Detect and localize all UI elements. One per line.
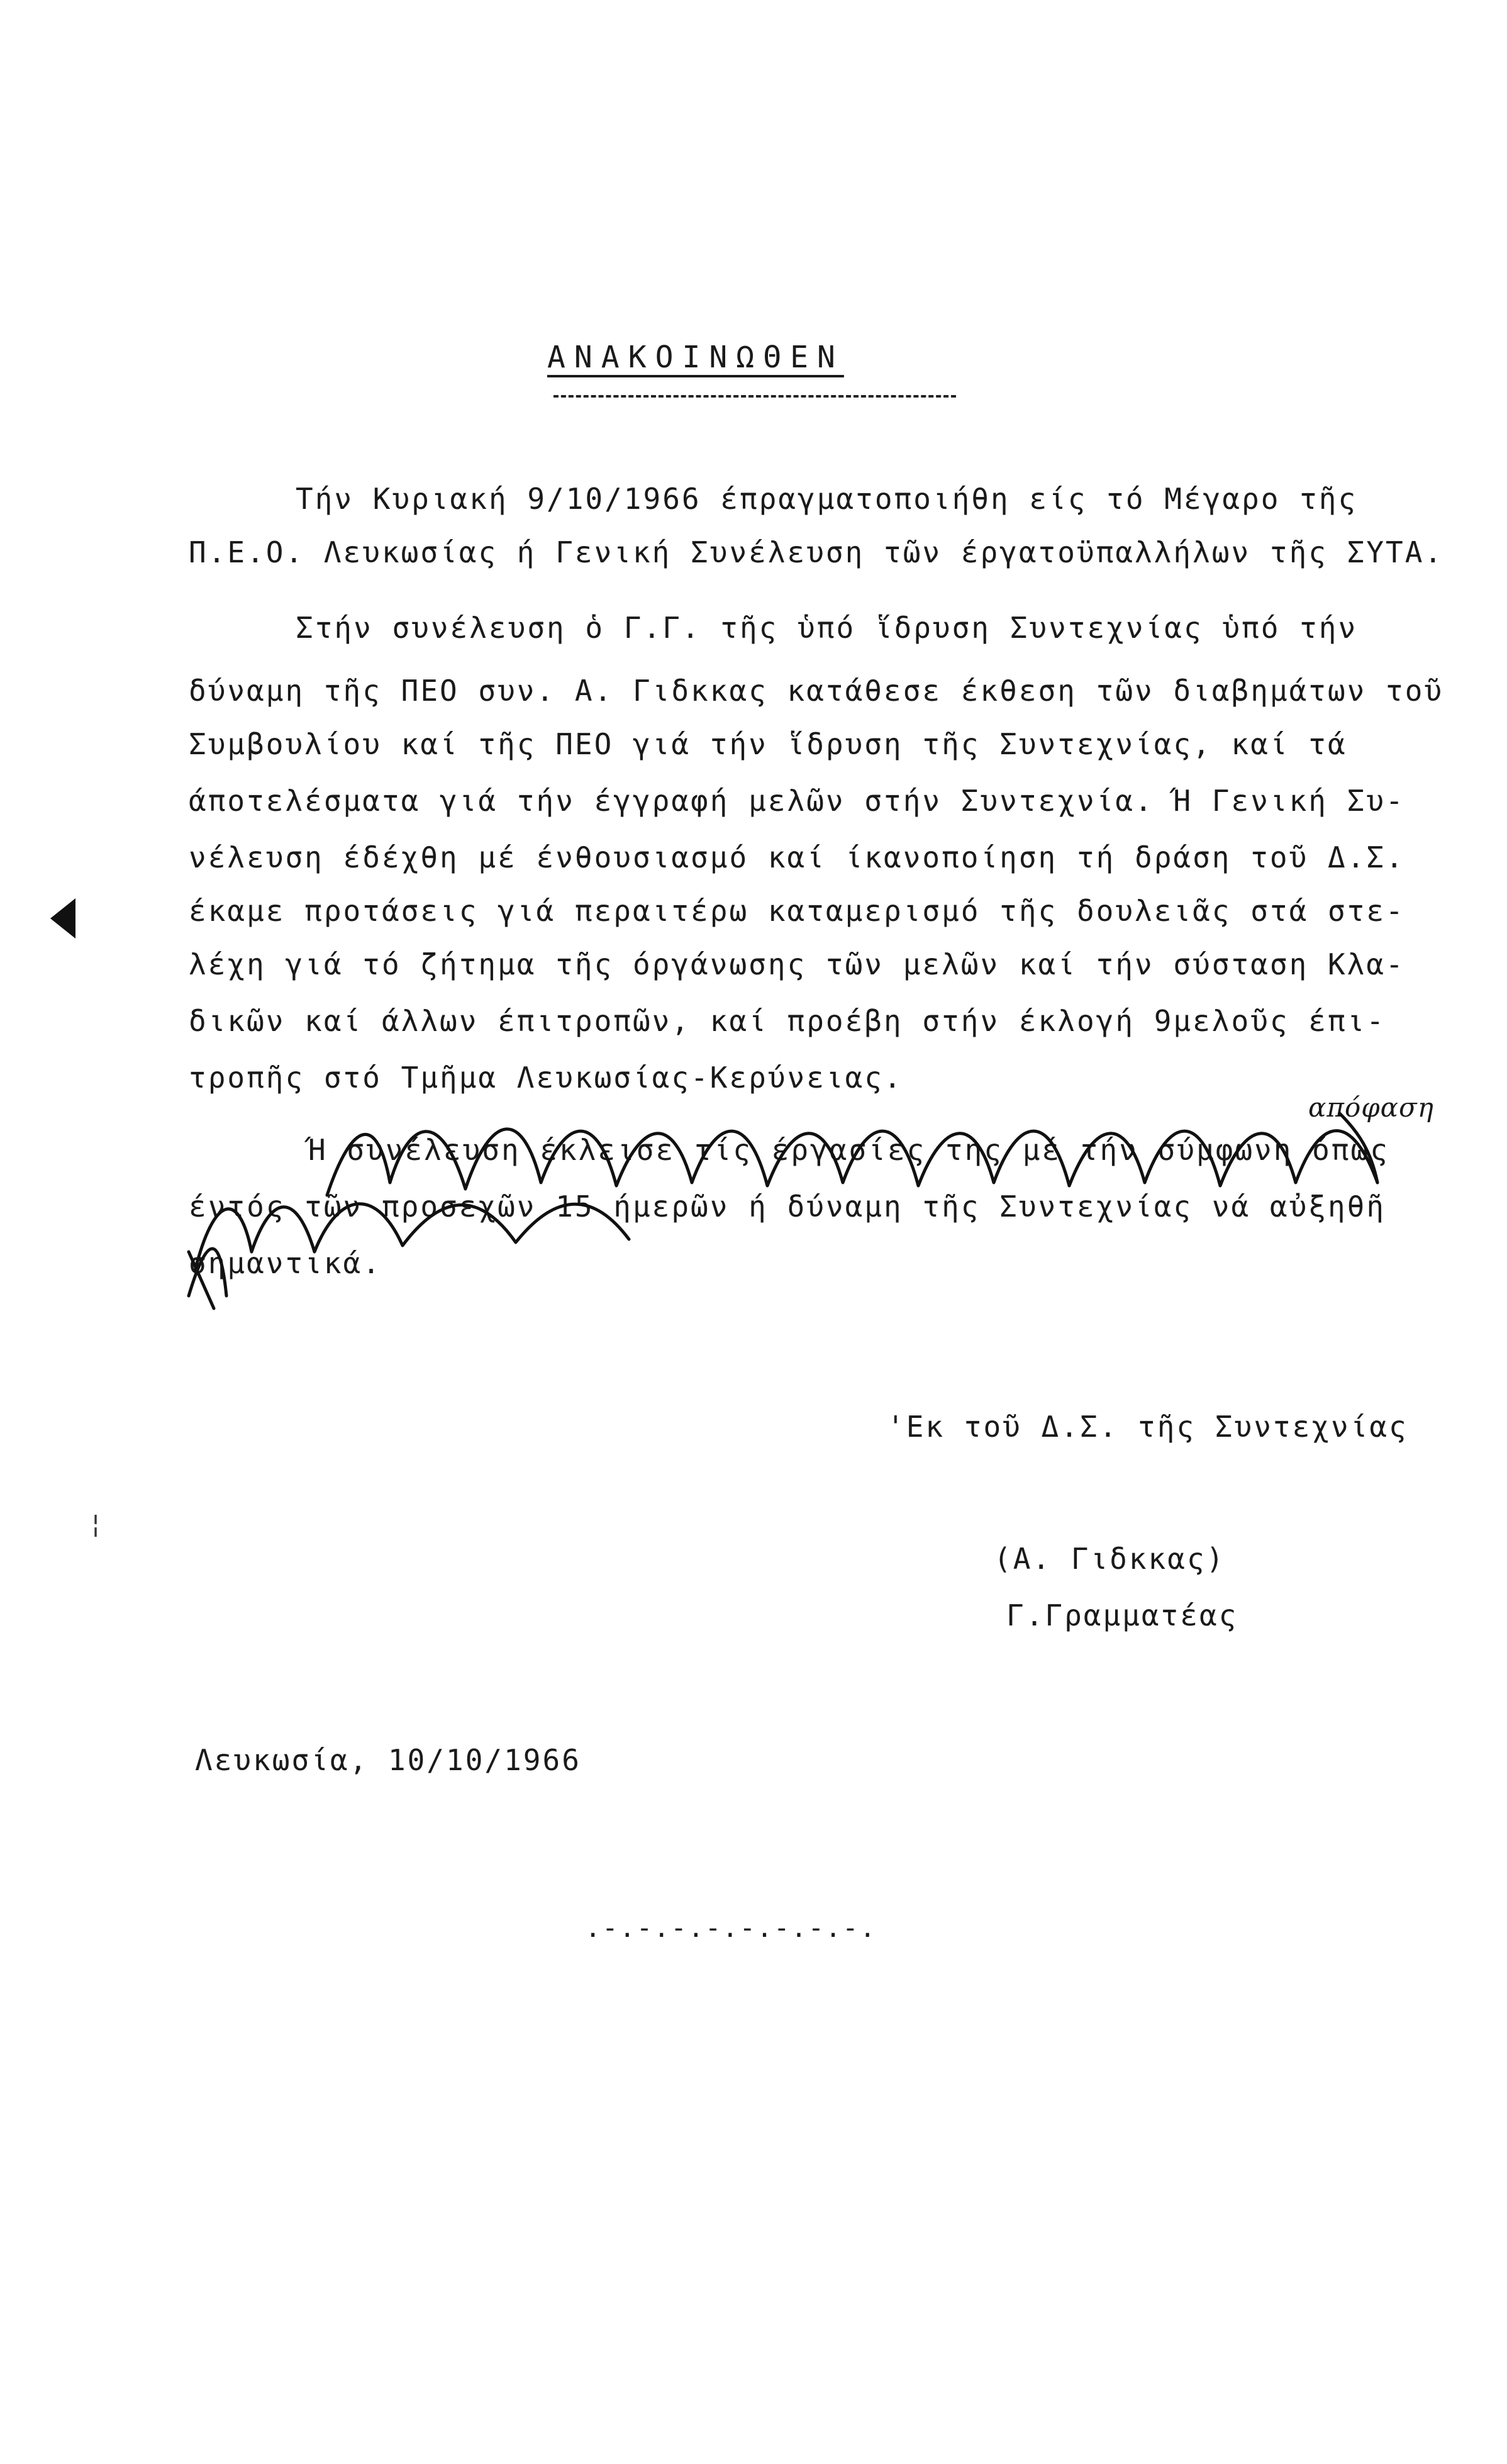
signatory-role: Γ.Γραμματέας bbox=[1006, 1598, 1238, 1632]
document-title: ΑΝΑΚΟΙΝΩΘΕΝ bbox=[547, 340, 844, 375]
paragraph2-line-1: Στήν συνέλευση ὁ Γ.Γ. τῆς ὑπό ἵδρυση Συντεχνίας ὑπό τήν bbox=[296, 611, 1358, 645]
signature-from-line: 'Εκ τοῦ Δ.Σ. τῆς Συντεχνίας bbox=[887, 1410, 1408, 1444]
handwritten-insert: απόφαση bbox=[1308, 1092, 1434, 1123]
paragraph3-line-1: Ή συνέλευση έκλεισε τίς έργασίες της μέ τήν σύμφωνη όπως bbox=[308, 1133, 1389, 1167]
paragraph2-line-4: άποτελέσματα γιά τήν έγγραφή μελῶν στήν Συντεχνία. Ή Γενική Συ- bbox=[189, 784, 1405, 818]
left-arrow-mark bbox=[50, 898, 75, 939]
paragraph2-line-5: νέλευση έδέχθη μέ ένθουσιασμό καί ίκανοποίηση τή δράση τοῦ Δ.Σ. bbox=[189, 840, 1405, 874]
paragraph2-line-8: δικῶν καί άλλων έπιτροπῶν, καί προέβη στήν έκλογή 9μελοῦς έπι- bbox=[189, 1004, 1386, 1038]
paragraph2-line-2: δύναμη τῆς ΠΕΟ συν. Α. Γιδκκας κατάθεσε έκθεση τῶν διαβημάτων τοῦ bbox=[189, 674, 1444, 708]
paragraph2-line-3: Συμβουλίου καί τῆς ΠΕΟ γιά τήν ἵδρυση τῆς Συντεχνίας, καί τά bbox=[189, 727, 1347, 761]
paragraph1-line-1: Τήν Κυριακή 9/10/1966 έπραγματοποιήθη είς τό Μέγαρο τῆς bbox=[296, 482, 1358, 516]
signatory-name: (Α. Γιδκκας) bbox=[994, 1542, 1226, 1576]
paragraph3-line-2: έντός τῶν προσεχῶν 15 ήμερῶν ή δύναμη τῆς Συντεχνίας νά αὐξηθῆ bbox=[189, 1190, 1386, 1224]
paragraph2-line-6: έκαμε προτάσεις γιά περαιτέρω καταμερισμό τῆς δουλειᾶς στά στε- bbox=[189, 894, 1405, 928]
paragraph1-line-2: Π.Ε.Ο. Λευκωσίας ή Γενική Συνέλευση τῶν έργατοϋπαλλήλων τῆς ΣΥΤΑ. bbox=[189, 535, 1444, 569]
place-date: Λευκωσία, 10/10/1966 bbox=[195, 1743, 581, 1777]
margin-bracket-mark: ¦ bbox=[88, 1510, 104, 1539]
closing-dashes: .-.-.-.-.-.-.-.-. bbox=[585, 1912, 877, 1943]
paragraph2-line-9: τροπῆς στό Τμῆμα Λευκωσίας-Κερύνειας. bbox=[189, 1061, 903, 1095]
title-underline-dashes bbox=[553, 395, 956, 398]
paragraph2-line-7: λέχη γιά τό ζήτημα τῆς όργάνωσης τῶν μελῶν καί τήν σύσταση Κλα- bbox=[189, 947, 1405, 981]
paragraph3-line-3: σημαντικά. bbox=[189, 1246, 382, 1280]
